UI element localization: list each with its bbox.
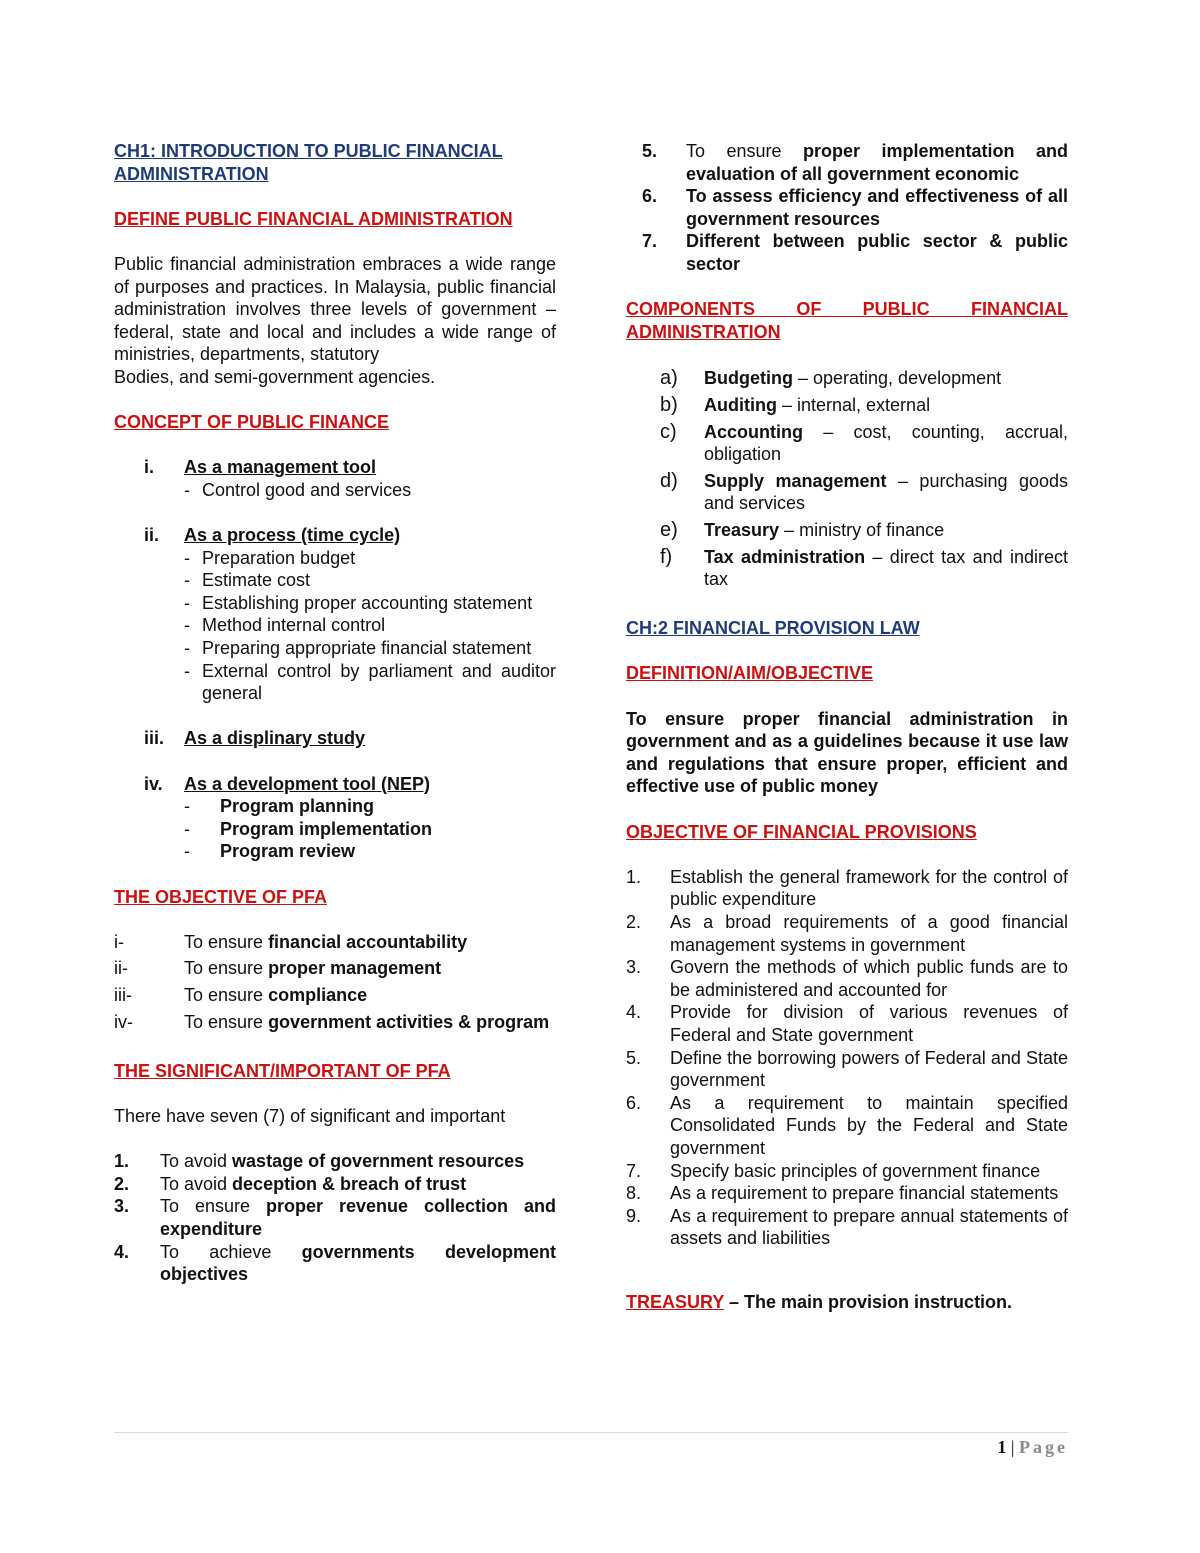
objective-item-bold: compliance bbox=[268, 984, 368, 1005]
provision-text: Define the borrowing powers of Federal and State government bbox=[670, 1047, 1068, 1091]
objective-item-bold: government activities & program bbox=[268, 1011, 550, 1032]
concept-number: ii. bbox=[144, 525, 160, 546]
significant-item bbox=[626, 140, 1068, 185]
concept-item bbox=[114, 524, 556, 547]
component-name: Auditing bbox=[704, 394, 777, 415]
concept-subitem-text: Program planning bbox=[220, 796, 375, 817]
component-letter: e) bbox=[660, 518, 678, 541]
concept-subitem-text: Program implementation bbox=[220, 818, 433, 839]
component-letter: a) bbox=[660, 367, 678, 390]
significant-item-text bbox=[686, 185, 1068, 230]
significant-item-number: 5. bbox=[642, 141, 658, 161]
component-detail: – purchasing goods and services bbox=[704, 470, 1068, 514]
significant-item-text bbox=[686, 230, 1068, 275]
objective-item-prefix: To ensure bbox=[184, 1011, 269, 1032]
provision-number: 3. bbox=[626, 957, 642, 978]
provision-number: 1. bbox=[626, 866, 642, 887]
objective-item-prefix: To ensure bbox=[184, 958, 269, 979]
provision-number: 7. bbox=[626, 1160, 642, 1181]
dash-mark: - bbox=[184, 592, 190, 613]
objective-item-bold: proper management bbox=[268, 958, 442, 979]
component-item bbox=[626, 546, 1068, 591]
provision-number: 9. bbox=[626, 1205, 642, 1226]
provision-number: 5. bbox=[626, 1047, 642, 1068]
provision-text: Specify basic principles of government finance bbox=[670, 1160, 1041, 1181]
concept-title: As a development tool (NEP) bbox=[184, 773, 431, 794]
provisions-list bbox=[626, 866, 1068, 1250]
treasury-rest: – The main provision instruction. bbox=[724, 1291, 1013, 1312]
treasury-line bbox=[626, 1291, 1068, 1314]
component-text bbox=[704, 394, 1068, 417]
significant-item-bold: wastage of government resources bbox=[232, 1151, 525, 1172]
chapter-2-title: CH:2 FINANCIAL PROVISION LAW bbox=[626, 618, 920, 639]
objective-item-prefix: To ensure bbox=[184, 984, 269, 1005]
component-detail: – ministry of finance bbox=[779, 519, 945, 540]
provision-item bbox=[626, 1001, 1068, 1046]
significant-intro: There have seven (7) of significant and important bbox=[114, 1105, 506, 1126]
objective-item-bold: financial accountability bbox=[268, 931, 468, 952]
component-letter: b) bbox=[660, 393, 678, 416]
significant-list bbox=[114, 1150, 556, 1286]
significant-item-bold: Different between public sector & public sector bbox=[686, 231, 1068, 274]
spacer bbox=[114, 502, 556, 525]
spacer bbox=[114, 750, 556, 773]
define-paragraph: Public financial administration embraces a wide range of purposes and practices. In Malaysia, public financial administration involves three levels of government – federal, state and local and includes a wide range of ministries, departments, statutory bbox=[114, 253, 556, 365]
significant-item-text bbox=[686, 140, 1068, 185]
component-text bbox=[704, 519, 1068, 542]
objective-item-number: iv- bbox=[114, 1011, 133, 1032]
objective-item-number: i- bbox=[114, 931, 124, 952]
provisions-heading: OBJECTIVE OF FINANCIAL PROVISIONS bbox=[626, 821, 977, 842]
component-detail: – operating, development bbox=[792, 368, 1002, 389]
dash-mark: - bbox=[184, 479, 190, 500]
significant-item-prefix: To avoid bbox=[160, 1173, 233, 1194]
dash-mark: - bbox=[184, 660, 190, 681]
concept-subitem bbox=[184, 637, 556, 660]
objective-item-number: iii- bbox=[114, 984, 132, 1005]
provision-text: As a broad requirements of a good financial management systems in government bbox=[670, 912, 1068, 955]
component-name: Accounting bbox=[704, 421, 803, 442]
significant-item bbox=[114, 1173, 556, 1196]
significant-item bbox=[626, 185, 1068, 230]
dash-mark: - bbox=[184, 638, 190, 659]
component-item bbox=[626, 470, 1068, 515]
dash-mark: - bbox=[184, 615, 190, 636]
significant-item-text bbox=[160, 1150, 556, 1173]
component-text bbox=[704, 421, 1068, 466]
concept-subitem-text: Preparation budget bbox=[202, 547, 356, 568]
definition-text: To ensure proper financial administration in government and as a guidelines because it use law and regulations that ensure proper, efficient and effective use of public money bbox=[626, 708, 1068, 797]
component-letter: d) bbox=[660, 469, 678, 492]
define-paragraph-cont: Bodies, and semi-government agencies. bbox=[114, 366, 436, 387]
significant-item-number: 1. bbox=[114, 1151, 130, 1172]
significant-item bbox=[114, 1150, 556, 1173]
significant-item-prefix: To achieve bbox=[160, 1241, 302, 1262]
concept-title: As a process (time cycle) bbox=[184, 525, 401, 546]
objective-heading: THE OBJECTIVE OF PFA bbox=[114, 886, 328, 907]
concept-subitem bbox=[184, 592, 556, 615]
significant-item-bold: proper implementation and evaluation of all government economic bbox=[686, 141, 1068, 184]
concept-subitem bbox=[184, 840, 556, 863]
concept-subitem bbox=[184, 818, 556, 841]
concept-subitem-text: Estimate cost bbox=[202, 570, 311, 591]
objective-item bbox=[114, 957, 556, 980]
component-text bbox=[704, 470, 1068, 515]
objective-item-prefix: To ensure bbox=[184, 931, 269, 952]
significant-item-prefix: To avoid bbox=[160, 1151, 233, 1172]
provision-number: 4. bbox=[626, 1002, 642, 1023]
component-name: Supply management bbox=[704, 470, 887, 491]
dash-mark: - bbox=[184, 796, 190, 817]
component-detail: – direct tax and indirect tax bbox=[704, 546, 1068, 590]
concept-subitem bbox=[184, 660, 556, 705]
concept-subitem-text: Program review bbox=[220, 841, 356, 862]
significant-item-number: 4. bbox=[114, 1241, 130, 1262]
provision-text: As a requirement to prepare annual statements of assets and liabilities bbox=[670, 1205, 1068, 1249]
spacer bbox=[114, 863, 556, 886]
provision-text: Establish the general framework for the control of public expenditure bbox=[670, 866, 1068, 910]
dash-mark: - bbox=[184, 570, 190, 591]
provision-item bbox=[626, 1160, 1068, 1183]
significant-item-number: 6. bbox=[642, 186, 658, 207]
dash-mark: - bbox=[184, 547, 190, 568]
concept-subitem bbox=[184, 795, 556, 818]
provision-text: As a requirement to prepare financial statements bbox=[670, 1183, 1059, 1204]
dash-mark: - bbox=[184, 841, 190, 862]
significant-item bbox=[626, 230, 1068, 275]
objective-item-number: ii- bbox=[114, 958, 128, 979]
objective-list bbox=[114, 931, 556, 1037]
provision-text: Provide for division of various revenues of Federal and State government bbox=[670, 1002, 1068, 1045]
component-name: Treasury bbox=[704, 519, 780, 540]
significant-item-number: 3. bbox=[114, 1196, 130, 1217]
concept-number: iii. bbox=[144, 728, 165, 749]
significant-item-number: 2. bbox=[114, 1173, 130, 1194]
chapter-1-title: CH1: INTRODUCTION TO PUBLIC FINANCIAL ADMINISTRATION bbox=[114, 141, 503, 184]
significant-list-cont bbox=[626, 140, 1068, 276]
significant-item bbox=[114, 1241, 556, 1286]
significant-item-bold: To assess efficiency and effectiveness of all government resources bbox=[686, 186, 1068, 229]
component-name: Budgeting bbox=[704, 368, 793, 389]
component-detail: – cost, counting, accrual, obligation bbox=[704, 421, 1068, 465]
concept-subitem bbox=[184, 479, 556, 502]
component-item bbox=[626, 367, 1068, 390]
objective-item-text bbox=[184, 1011, 556, 1034]
concept-subitem bbox=[184, 547, 556, 570]
significant-heading: THE SIGNIFICANT/IMPORTANT OF PFA bbox=[114, 1060, 451, 1081]
significant-item-text bbox=[160, 1195, 556, 1240]
component-item bbox=[626, 519, 1068, 542]
concept-subitem-text: Method internal control bbox=[202, 615, 386, 636]
footer-divider bbox=[114, 1432, 1068, 1433]
provision-item bbox=[626, 866, 1068, 911]
significant-item-prefix: To ensure bbox=[686, 141, 804, 161]
provision-item bbox=[626, 911, 1068, 956]
component-item bbox=[626, 394, 1068, 417]
concept-subitem-text: External control by parliament and auditor general bbox=[202, 660, 556, 704]
component-name: Tax administration bbox=[704, 546, 866, 567]
objective-item bbox=[114, 1011, 556, 1034]
significant-item-text bbox=[160, 1241, 556, 1286]
concept-number: iv. bbox=[144, 773, 163, 794]
concept-subitem-text: Preparing appropriate financial statement bbox=[202, 638, 532, 659]
provision-number: 8. bbox=[626, 1183, 642, 1204]
component-text bbox=[704, 546, 1068, 591]
objective-item-text bbox=[184, 931, 556, 954]
component-item bbox=[626, 421, 1068, 466]
significant-item-number: 7. bbox=[642, 231, 658, 252]
components-heading: COMPONENTS OF PUBLIC FINANCIAL ADMINISTRATION bbox=[626, 299, 1068, 342]
page-number: 1 | Page bbox=[997, 1437, 1068, 1457]
concept-subitem-text: Control good and services bbox=[202, 479, 412, 500]
concept-heading: CONCEPT OF PUBLIC FINANCE bbox=[114, 412, 390, 433]
objective-item bbox=[114, 984, 556, 1007]
provision-number: 2. bbox=[626, 912, 642, 932]
component-letter: f) bbox=[660, 545, 673, 568]
concept-subitem bbox=[184, 614, 556, 637]
component-detail: – internal, external bbox=[776, 394, 931, 415]
provision-number: 6. bbox=[626, 1092, 642, 1113]
provision-text: Govern the methods of which public funds are to be administered and accounted for bbox=[670, 957, 1068, 1000]
significant-item-bold: proper revenue collection and expenditure bbox=[160, 1196, 556, 1239]
concept-subitem bbox=[184, 569, 556, 592]
objective-item-text bbox=[184, 984, 556, 1007]
provision-item bbox=[626, 1047, 1068, 1092]
provision-text: As a requirement to maintain specified Consolidated Funds by the Federal and State government bbox=[670, 1092, 1068, 1158]
concept-item bbox=[114, 773, 556, 796]
concept-item bbox=[114, 456, 556, 479]
treasury-label: TREASURY bbox=[626, 1291, 725, 1312]
dash-mark: - bbox=[184, 818, 190, 839]
concept-list bbox=[114, 456, 556, 885]
left-column bbox=[114, 140, 556, 1286]
concept-subitem-text: Establishing proper accounting statement bbox=[202, 592, 533, 613]
concept-title: As a displinary study bbox=[184, 728, 366, 749]
provision-item bbox=[626, 956, 1068, 1001]
right-column bbox=[626, 140, 1068, 1331]
concept-item bbox=[114, 727, 556, 750]
concept-title: As a management tool bbox=[184, 457, 377, 478]
component-text bbox=[704, 367, 1068, 390]
definition-heading: DEFINITION/AIM/OBJECTIVE bbox=[626, 663, 874, 684]
concept-number: i. bbox=[144, 457, 155, 478]
objective-item bbox=[114, 931, 556, 954]
significant-item-bold: deception & breach of trust bbox=[232, 1173, 467, 1194]
component-letter: c) bbox=[660, 420, 677, 443]
provision-item bbox=[626, 1205, 1068, 1250]
provision-item bbox=[626, 1182, 1068, 1205]
components-list bbox=[626, 367, 1068, 590]
significant-item-prefix: To ensure bbox=[160, 1196, 266, 1217]
significant-item-bold: governments development objectives bbox=[160, 1241, 556, 1285]
define-heading: DEFINE PUBLIC FINANCIAL ADMINISTRATION bbox=[114, 208, 513, 229]
objective-item-text bbox=[184, 957, 556, 980]
significant-item bbox=[114, 1195, 556, 1240]
significant-item-text bbox=[160, 1173, 556, 1196]
spacer bbox=[114, 705, 556, 728]
provision-item bbox=[626, 1092, 1068, 1160]
